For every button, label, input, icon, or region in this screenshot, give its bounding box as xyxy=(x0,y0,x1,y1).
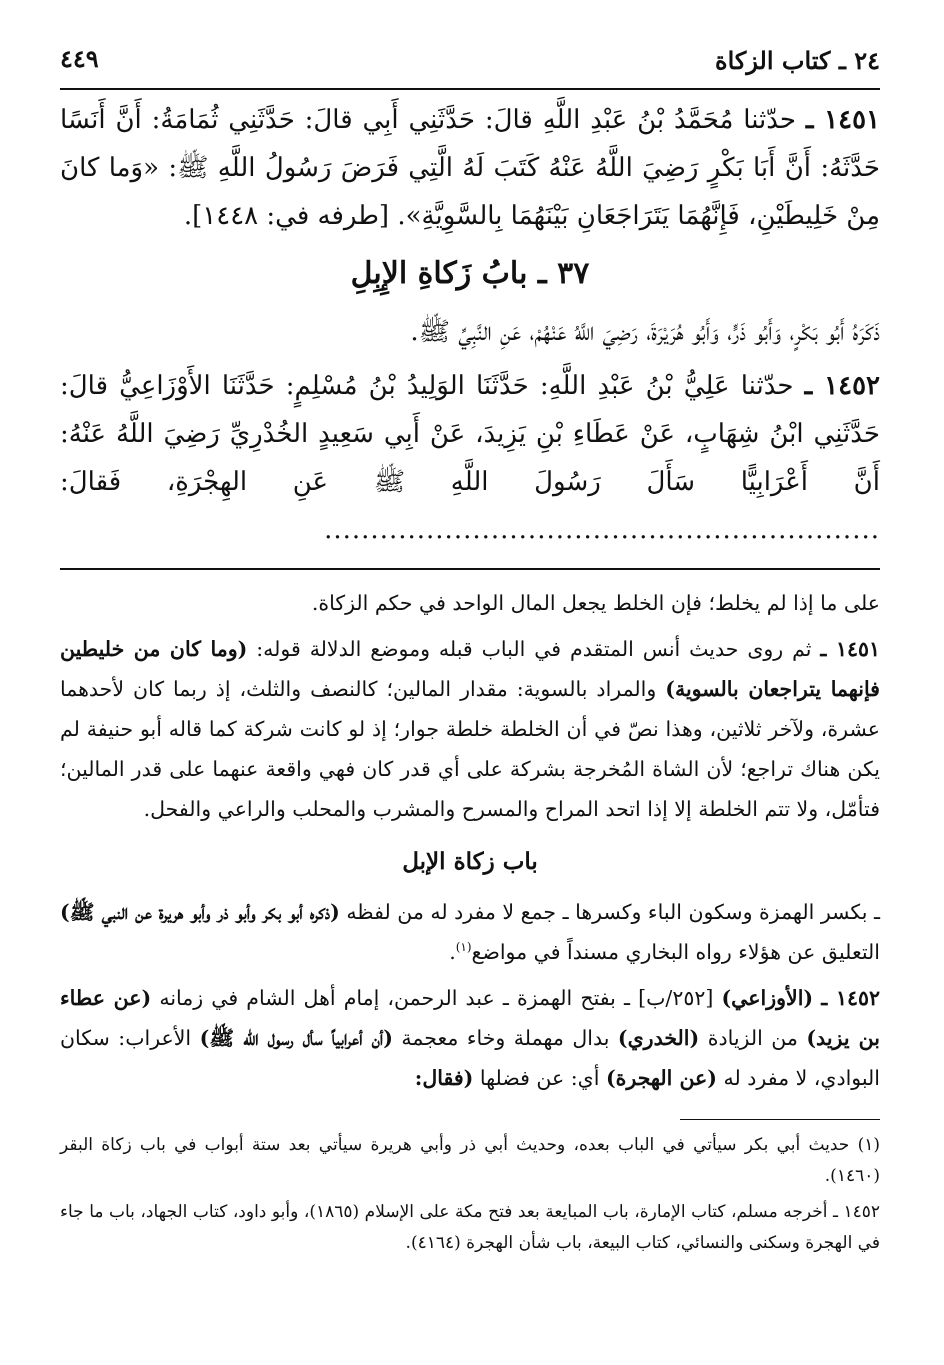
commentary-paragraph xyxy=(60,630,880,830)
footnote-1452: ١٤٥٢ ـ أخرجه مسلم، كتاب الإمارة، باب المبايعة بعد فتح مكة على الإسلام (١٨٦٥)، وأبو داود، كتاب الجهاد، باب ما جاء في الهجرة وسكنى والنسائي، كتاب البيعة، باب شأن الهجرة (٤١٦٤). xyxy=(60,1201,880,1254)
commentary-text: . xyxy=(449,939,456,964)
hadith-number: ١٤٥٢ ـ xyxy=(804,370,881,401)
section-divider xyxy=(60,568,880,570)
commentary-text: الأعراب: سكان البوادي، لا مفرد له xyxy=(60,1025,880,1090)
quoted-matn: (ذكره أبو بكر وأبو ذر وأبو هريرة عن النبي ﷺ) xyxy=(60,899,340,924)
quoted-matn: (الأوزاعي) xyxy=(721,985,814,1010)
book-page xyxy=(60,40,880,1264)
commentary-bab-title: باب زكاة الإبل xyxy=(402,848,538,876)
quoted-matn: (الخدري) xyxy=(617,1025,700,1050)
quoted-matn: (أن أعرابياً سأل رسول الله ﷺ) xyxy=(199,1025,393,1050)
hadith-text-section xyxy=(60,96,880,554)
quoted-matn: (فقال: xyxy=(414,1065,474,1090)
hadith-body: حدّثنا مُحَمَّدُ بْنُ عَبْدِ اللَّهِ قالَ: حَدَّثَنِي أَبِي قالَ: حَدَّثَنِي ثُمَامَةُ: أَنَّ أَنَسًا حَدَّثَهُ: أَنَّ أَبَا بَكْرٍ رَضِيَ اللَّهُ عَنْهُ كَتَبَ لَهُ الَّتِي فَرَضَ رَسُولُ اللَّهِ ﷺ: «وَما كانَ مِنْ خَلِيطَيْنِ، فَإِنَّهُمَا يَتَرَاجَعَانِ بَيْنَهُمَا بِالسَّوِيَّةِ». [طرفه في: ١٤٤٨]. xyxy=(60,105,880,232)
chapter-title: ٢٤ ـ كتاب الزكاة xyxy=(715,46,880,75)
hadith-number: ١٤٥١ ـ xyxy=(805,105,881,135)
hadith-1451 xyxy=(60,96,880,240)
hadith-number: ١٤٥٢ ـ xyxy=(821,985,881,1010)
commentary-text: ـ بكسر الهمزة وسكون الباء وكسرها ـ جمع لا مفرد له من لفظه xyxy=(339,899,880,924)
hadith-number: ١٤٥١ ـ xyxy=(820,637,880,662)
hadith-body: حدّثنا عَلِيُّ بْنُ عَبْدِ اللَّهِ: حَدَّثَنَا الوَلِيدُ بْنُ مُسْلِمٍ: حَدَّثَنَا الأَوْزَاعِيُّ قالَ: حَدَّثَنِي ابْنُ شِهَابٍ، عَنْ عَطَاءِ بْنِ يَزِيدَ، عَنْ أَبِي سَعِيدٍ الخُدْرِيِّ رَضِيَ اللَّهُ عَنْهُ: أَنَّ أَعْرَابِيًّا سَأَلَ رَسُولَ اللَّهِ ﷺ عَنِ الهِجْرَةِ، فَقالَ: xyxy=(60,370,880,498)
commentary-text: والمراد بالسوية: مقدار المالين؛ كالنصف والثلث، إذ ربما كان لأحدهما عشرة، ولآخر ثلاثين، وهذا نصّ في أن الخلطة خلطة جوار؛ إذ لو كانت شركة كما قاله أبو حنيفة لم يكن هناك تراجع؛ لأن الشاة المُخرجة بشركة على أي قدر كان فهي واقعة عنهما على قدر المالين؛ فتأمّل، ولا تتم الخلطة إلا إذا اتحد المراح والمسرح والمشرب والمحلب والراعي والفحل. xyxy=(60,677,880,822)
commentary-text: على ما إذا لم يخلط؛ فإن الخلط يجعل المال الواحد في حكم الزكاة. xyxy=(311,591,880,616)
commentary-section xyxy=(60,584,880,1099)
footnote-marker[interactable]: (١) xyxy=(455,940,472,955)
quoted-matn: (عن الهجرة) xyxy=(605,1065,717,1090)
bab-intro-text: ذَكَرَهُ أَبُو بَكْرٍ، وَأَبُو ذَرٍّ، وَأَبُو هُرَيْرَةَ، رَضِيَ اللَّهُ عَنْهُمْ، عَنِ النَّبِيِّ ﷺ. xyxy=(410,316,880,347)
hadith-1452 xyxy=(60,362,880,554)
commentary-text: من الزيادة xyxy=(699,1025,807,1050)
bab-intro xyxy=(60,308,880,356)
commentary-text: ثم روى حديث أنس المتقدم في الباب قبله وموضع الدلالة قوله: xyxy=(247,637,812,662)
commentary-text: أي: عن فضلها xyxy=(473,1065,606,1090)
quoted-matn: (وما كان من خليطين فإنهما يتراجعان بالسوية) xyxy=(60,637,880,702)
page-number: ٤٤٩ xyxy=(60,44,99,73)
commentary-paragraph xyxy=(60,893,880,973)
bab-title: ٣٧ ـ بابُ زَكاةِ الإِبِلِ xyxy=(350,256,590,292)
commentary-paragraph xyxy=(60,584,880,624)
commentary-text: [٢٥٢/ب] ـ بفتح الهمزة ـ عبد الرحمن، إمام أهل الشام في زمانه xyxy=(151,985,722,1010)
footnote-rule xyxy=(680,1119,880,1120)
footnotes-section xyxy=(60,1130,880,1260)
commentary-paragraph xyxy=(60,979,880,1099)
commentary-text: بدال مهملة وخاء معجمة xyxy=(392,1025,618,1050)
continuation-dots: ............................................................ xyxy=(324,515,880,546)
page-header xyxy=(60,40,880,90)
footnote-1: (١) حديث أبي بكر سيأتي في الباب بعده، وحديث أبي ذر وأبي هريرة سيأتي بعد ستة أبواب في باب زكاة البقر (١٤٦٠). xyxy=(60,1134,880,1187)
quoted-matn: (عن عطاء بن يزيد) xyxy=(60,985,880,1050)
commentary-text: التعليق عن هؤلاء رواه البخاري مسنداً في مواضع xyxy=(471,939,880,964)
